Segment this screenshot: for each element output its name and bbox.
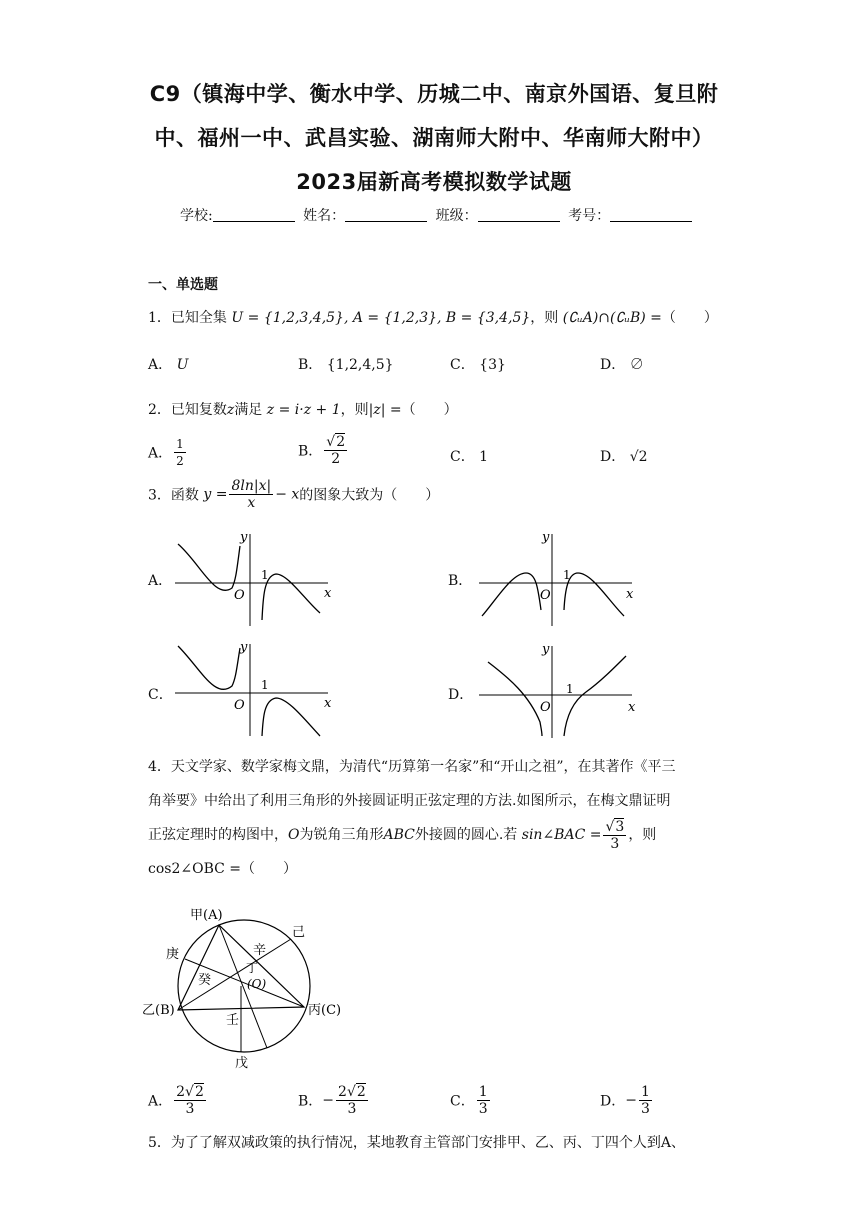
q4-line1 <box>148 750 728 784</box>
class-blank[interactable] <box>478 207 560 222</box>
q4-option-a-letter: A． <box>148 1093 173 1110</box>
label-gui: 癸 <box>198 973 212 988</box>
q4-option-d-letter: D． <box>600 1093 626 1110</box>
q1-option-c-letter: C． <box>450 357 475 373</box>
q1-paren: （ ） <box>661 310 718 326</box>
q3a-x-label: x <box>324 586 332 601</box>
q4-option-c-num: 1 <box>478 1084 488 1100</box>
q4-line3-d: ，则 <box>628 827 657 843</box>
q4-line3-a: 正弦定理时的构图中， <box>148 827 288 843</box>
q3c-x-label: x <box>324 696 332 711</box>
exam-title-line2: 中、福州一中、武昌实验、湖南师大附中、华南师大附中） <box>154 126 714 150</box>
q2-option-c-text: 1 <box>479 449 489 465</box>
q3-frac-den: x <box>247 495 256 511</box>
q4-sin-expr: sin∠BAC = <box>521 827 602 843</box>
q3b-y-label: y <box>542 530 550 545</box>
q4-sin-num: √3 <box>605 818 625 835</box>
q2-option-a-letter: A． <box>148 445 173 462</box>
q4-line3-abc: ABC <box>383 827 415 843</box>
q4-option-d-sign: − <box>625 1092 637 1109</box>
q3a-origin: O <box>234 588 245 603</box>
q4-line3 <box>148 818 728 852</box>
q2-option-d[interactable] <box>600 446 648 466</box>
q4-option-a[interactable] <box>148 1084 208 1117</box>
q4-option-b-num: 2√2 <box>338 1084 366 1100</box>
q3-graph-a[interactable] <box>170 528 340 628</box>
q3-option-d-label[interactable]: D． <box>448 687 474 703</box>
q2-option-a[interactable] <box>148 436 188 469</box>
q4-option-a-num: 2√2 <box>176 1084 204 1100</box>
exam-title-line1: C9（镇海中学、衡水中学、历城二中、南京外国语、复旦附 <box>149 82 719 106</box>
q1-option-a-text: U <box>176 357 189 373</box>
q3-graph-b[interactable] <box>474 528 644 628</box>
q1-option-d-text: ∅ <box>629 357 644 373</box>
q3-y: y = <box>203 486 228 503</box>
q4-option-c-frac <box>477 1084 490 1117</box>
class-label: 班级： <box>435 208 478 224</box>
q4-option-b-frac <box>336 1084 368 1117</box>
q2-option-c[interactable] <box>450 446 488 466</box>
q4-line1-text: 天文学家、数学家梅文鼎，为清代“历算第一名家”和“开山之祖”，在其著作《平三 <box>170 759 676 775</box>
q1-option-b-text: {1,2,4,5} <box>326 357 394 373</box>
q3c-origin: O <box>234 698 245 713</box>
q3b-tick: 1 <box>563 568 571 582</box>
q1-option-d[interactable] <box>600 354 644 374</box>
q4-circle-figure <box>140 900 360 1075</box>
question-3 <box>148 478 439 511</box>
q3-number: 3． <box>148 487 171 504</box>
q4-sin-den: 3 <box>610 835 620 852</box>
q4-option-d-frac <box>639 1084 652 1117</box>
q3d-x-label: x <box>628 700 636 715</box>
q1-option-c-text: {3} <box>479 357 506 373</box>
q1-expression: (∁ᵤA)∩(∁ᵤB) = <box>562 310 662 326</box>
q1-option-d-letter: D． <box>600 357 626 373</box>
q4-option-b-sign: − <box>322 1092 335 1109</box>
label-o: (O) <box>247 977 267 991</box>
q3-option-b-label[interactable]: B． <box>448 573 473 589</box>
q3a-y-label: y <box>240 530 248 545</box>
q4-sin-frac <box>603 819 626 852</box>
q3-text-b: 的图象大致为（ ） <box>299 487 440 504</box>
q3-option-c-label[interactable]: C． <box>148 687 173 703</box>
q3b-x-label: x <box>626 587 634 602</box>
q2-text-c: ，则 <box>340 402 369 418</box>
section-heading: 一、单选题 <box>148 277 218 293</box>
exam-title-line3: 2023届新高考模拟数学试题 <box>296 170 572 194</box>
label-ji: 己 <box>292 925 306 940</box>
q2-option-b-frac <box>324 434 347 467</box>
label-xin: 辛 <box>253 943 267 958</box>
q2-equation: z = i·z + 1 <box>266 402 341 418</box>
q1-number: 1． <box>148 310 171 326</box>
q1-option-a[interactable] <box>148 354 188 374</box>
q2-option-a-den: 2 <box>176 454 184 468</box>
label-b: 乙(B) <box>142 1003 175 1018</box>
q4-option-a-frac <box>174 1084 206 1117</box>
question-1 <box>148 307 718 327</box>
q1-sets: U = {1,2,3,4,5}, A = {1,2,3}, B = {3,4,5} <box>231 310 531 326</box>
q2-option-d-letter: D． <box>600 449 626 465</box>
q3-tail: − x <box>275 486 300 503</box>
q2-paren: （ ） <box>401 402 458 418</box>
q2-option-b-num: √2 <box>326 434 346 450</box>
q4-option-a-den: 3 <box>185 1101 195 1117</box>
q2-option-a-frac <box>174 436 186 469</box>
q5-number: 5． <box>148 1135 171 1151</box>
q2-var: z <box>226 402 235 418</box>
q4-line3-b: 为锐角三角形 <box>299 827 384 843</box>
number-label: 考号： <box>568 208 611 224</box>
q4-option-b-den: 3 <box>347 1101 357 1117</box>
q1-text-a: 已知全集 <box>170 310 227 326</box>
q3d-origin: O <box>540 700 551 715</box>
q3-frac-num: 8ln|x| <box>231 478 272 494</box>
q3-frac <box>229 478 273 511</box>
q4-option-d[interactable] <box>600 1084 654 1117</box>
q2-option-b[interactable] <box>298 434 349 467</box>
label-ren: 壬 <box>226 1013 240 1028</box>
q4-option-c[interactable] <box>450 1084 492 1117</box>
q3-option-a-label[interactable]: A． <box>148 573 173 589</box>
q4-option-b[interactable] <box>298 1084 370 1117</box>
q3-graph-c[interactable] <box>170 638 340 738</box>
name-label: 姓名： <box>303 208 346 224</box>
q3c-y-label: y <box>240 640 248 655</box>
school-label: 学校: <box>180 208 213 224</box>
q3-graph-d[interactable] <box>474 640 644 740</box>
label-a: 甲(A) <box>190 908 223 923</box>
q2-abs: |z| = <box>368 402 402 418</box>
student-info-row <box>180 205 696 225</box>
q2-text-b: 满足 <box>234 402 263 418</box>
label-c: 丙(C) <box>308 1003 342 1018</box>
q5-text: 为了了解双减政策的执行情况，某地教育主管部门安排甲、乙、丙、丁四个人到A、 <box>170 1135 686 1151</box>
q4-option-b-letter: B． <box>298 1093 323 1110</box>
label-ding: 丁 <box>246 961 259 975</box>
q3a-tick: 1 <box>261 568 269 582</box>
q2-option-a-num: 1 <box>176 437 184 451</box>
question-4 <box>148 750 728 886</box>
q3d-tick: 1 <box>566 682 574 696</box>
q4-option-d-den: 3 <box>640 1101 650 1117</box>
q1-option-b[interactable] <box>298 354 394 374</box>
q1-text-b: ，则 <box>530 310 559 326</box>
q4-option-c-den: 3 <box>478 1101 488 1117</box>
q4-number: 4． <box>148 759 171 775</box>
name-blank[interactable] <box>345 207 427 222</box>
q1-option-b-letter: B． <box>298 357 323 373</box>
q2-number: 2． <box>148 402 171 418</box>
q4-line4: cos2∠OBC =（ ） <box>148 861 298 877</box>
q2-option-d-text: √2 <box>629 449 648 465</box>
q4-option-c-letter: C． <box>450 1093 475 1110</box>
q3b-origin: O <box>540 588 551 603</box>
q3-text-a: 函数 <box>170 487 199 504</box>
q4-line3-o: O <box>288 827 300 843</box>
label-geng: 庚 <box>166 947 180 962</box>
q1-option-a-letter: A． <box>148 357 173 373</box>
number-blank[interactable] <box>610 207 692 222</box>
q2-option-c-letter: C． <box>450 449 475 465</box>
q3c-tick: 1 <box>261 678 269 692</box>
question-5 <box>148 1132 685 1152</box>
q2-option-b-den: 2 <box>331 451 341 467</box>
question-2 <box>148 399 458 419</box>
q2-text-a: 已知复数 <box>170 402 227 418</box>
q4-line3-c: 外接圆的圆心.若 <box>414 827 518 843</box>
q4-line2: 角举要》中给出了利用三角形的外接圆证明正弦定理的方法.如图所示，在梅文鼎证明 <box>148 793 671 809</box>
q3d-y-label: y <box>542 642 550 657</box>
q1-option-c[interactable] <box>450 354 506 374</box>
school-blank[interactable] <box>213 207 295 222</box>
q4-option-d-num: 1 <box>640 1084 650 1100</box>
q2-option-b-letter: B． <box>298 443 323 460</box>
label-wu: 戊 <box>235 1056 249 1071</box>
